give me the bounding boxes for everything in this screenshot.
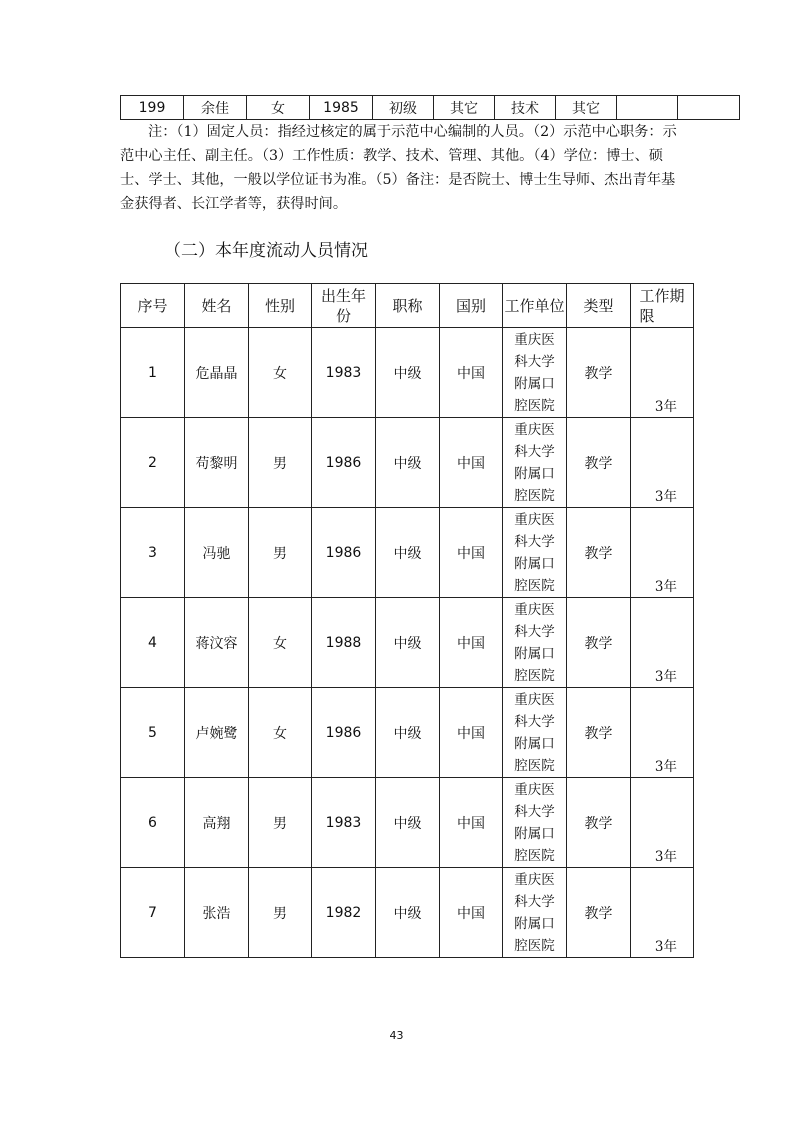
cell-no: 4: [121, 598, 185, 688]
work-unit-text: 重庆医科大学附属口腔医院: [514, 421, 555, 504]
cell-type: 教学: [567, 508, 631, 598]
cell-birth-year: 1986: [312, 418, 376, 508]
cell-birth-year: 1988: [312, 598, 376, 688]
cell-gender: 女: [249, 328, 312, 418]
cell-birth-year: 1982: [312, 868, 376, 958]
cell-work-unit: [503, 868, 567, 958]
cell-degree: 其它: [556, 96, 617, 120]
cell-work-unit: [503, 598, 567, 688]
cell-birth-year: 1983: [312, 778, 376, 868]
cell-gender: 男: [249, 868, 312, 958]
header-no: 序号: [121, 284, 185, 328]
table-row: [121, 328, 694, 418]
header-term-label: 工作期限: [639, 286, 685, 325]
cell-type: 教学: [567, 418, 631, 508]
page-number: 43: [389, 1029, 404, 1042]
previous-table-continuation: [120, 95, 740, 120]
cell-work-unit: [503, 328, 567, 418]
cell-work-unit: [503, 778, 567, 868]
table-row: [121, 508, 694, 598]
header-birth-year-label: 出生年份: [321, 286, 367, 325]
cell-name: 苟黎明: [185, 418, 249, 508]
cell-term: 3年: [631, 328, 694, 418]
cell-name: 卢婉鹭: [185, 688, 249, 778]
note-text: 注：（1）固定人员：指经过核定的属于示范中心编制的人员。（2）示范中心职务：示范中心主任、副主任。（3）工作性质：教学、技术、管理、其他。（4）学位：博士、硕士、学士、其他，一般以学位证书为准。（5）备注：是否院士、博士生导师、杰出青年基金获得者、长江学者等，获得时间。: [120, 124, 677, 212]
cell-type: 教学: [567, 868, 631, 958]
cell-no: 7: [121, 868, 185, 958]
cell-work-unit: [503, 508, 567, 598]
cell-no: 3: [121, 508, 185, 598]
cell-no: 2: [121, 418, 185, 508]
cell-country: 中国: [440, 418, 503, 508]
header-work-unit: [503, 284, 567, 328]
cell-country: 中国: [440, 508, 503, 598]
cell-country: 中国: [440, 598, 503, 688]
cell-term: 3年: [631, 508, 694, 598]
mobile-staff-table: [120, 283, 694, 958]
work-unit-text: 重庆医科大学附属口腔医院: [514, 511, 555, 594]
cell-gender: 女: [247, 96, 310, 120]
cell-type: 教学: [567, 328, 631, 418]
cell-country: 中国: [440, 778, 503, 868]
cell-title: 中级: [376, 328, 440, 418]
table-row: [121, 868, 694, 958]
cell-title: 中级: [376, 688, 440, 778]
cell-title: 中级: [376, 778, 440, 868]
cell-country: 中国: [440, 868, 503, 958]
cell-name: 高翔: [185, 778, 249, 868]
cell-no: 6: [121, 778, 185, 868]
cell-gender: 男: [249, 508, 312, 598]
cell-gender: 女: [249, 688, 312, 778]
cell-birth-year: 1983: [312, 328, 376, 418]
header-birth-year: [312, 284, 376, 328]
cell-name: 危晶晶: [185, 328, 249, 418]
cell-type: 教学: [567, 778, 631, 868]
cell-year: 1985: [310, 96, 373, 120]
work-unit-text: 重庆医科大学附属口腔医院: [514, 691, 555, 774]
cell-gender: 男: [249, 418, 312, 508]
header-work-unit-label: 工作单位: [504, 296, 565, 315]
cell-name: 冯驰: [185, 508, 249, 598]
work-unit-text: 重庆医科大学附属口腔医院: [514, 871, 555, 954]
work-unit-text: 重庆医科大学附属口腔医院: [514, 781, 555, 864]
work-unit-text: 重庆医科大学附属口腔医院: [514, 601, 555, 684]
cell-title: 中级: [376, 868, 440, 958]
cell-work-nature: 技术: [495, 96, 556, 120]
cell-country: 中国: [440, 328, 503, 418]
header-name: 姓名: [185, 284, 249, 328]
cell-type: 教学: [567, 688, 631, 778]
cell-name: 余佳: [184, 96, 247, 120]
cell-work-unit: [503, 418, 567, 508]
note-paragraph: [120, 120, 680, 216]
cell-term: 3年: [631, 688, 694, 778]
header-term: [631, 284, 694, 328]
cell-name: 蒋汶容: [185, 598, 249, 688]
header-title: 职称: [376, 284, 440, 328]
section-title: （二）本年度流动人员情况: [164, 241, 368, 261]
cell-no: 1: [121, 328, 185, 418]
cell-gender: 男: [249, 778, 312, 868]
table-row: [121, 418, 694, 508]
cell-title: 初级: [373, 96, 434, 120]
table-row: [121, 598, 694, 688]
cell-birth-year: 1986: [312, 688, 376, 778]
cell-term: 3年: [631, 778, 694, 868]
cell-type: 教学: [567, 598, 631, 688]
cell-no: 5: [121, 688, 185, 778]
cell-empty: [617, 96, 678, 120]
cell-term: 3年: [631, 868, 694, 958]
cell-country: 中国: [440, 688, 503, 778]
cell-title: 中级: [376, 508, 440, 598]
cell-empty: [678, 96, 740, 120]
cell-position: 其它: [434, 96, 495, 120]
header-gender: 性别: [249, 284, 312, 328]
cell-title: 中级: [376, 418, 440, 508]
table-row: [121, 96, 740, 120]
header-country: 国别: [440, 284, 503, 328]
cell-title: 中级: [376, 598, 440, 688]
cell-term: 3年: [631, 598, 694, 688]
work-unit-text: 重庆医科大学附属口腔医院: [514, 331, 555, 414]
cell-work-unit: [503, 688, 567, 778]
cell-gender: 女: [249, 598, 312, 688]
table-row: [121, 778, 694, 868]
cell-birth-year: 1986: [312, 508, 376, 598]
cell-name: 张浩: [185, 868, 249, 958]
header-type: 类型: [567, 284, 631, 328]
cell-term: 3年: [631, 418, 694, 508]
table-row: [121, 688, 694, 778]
cell-no: 199: [121, 96, 184, 120]
table-header-row: [121, 284, 694, 328]
